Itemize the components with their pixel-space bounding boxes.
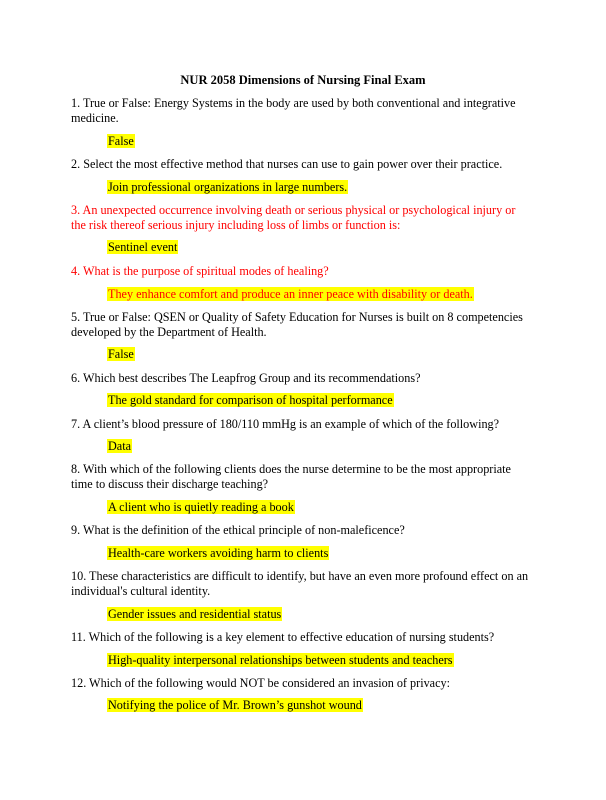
answer-4-highlight: They enhance comfort and produce an inner peace with disability or death. — [108, 287, 473, 301]
answer-12 — [107, 698, 363, 713]
question-10: 10. These characteristics are difficult to identify, but have an even more profound effect on an individual's cultural identity. — [71, 569, 529, 599]
answer-6-highlight: The gold standard for comparison of hospital performance — [108, 393, 393, 407]
answer-3-highlight: Sentinel event — [108, 240, 178, 254]
answer-9 — [107, 546, 329, 561]
question-3: 3. An unexpected occurrence involving death or serious physical or psychological injury or the risk thereof serious injury including loss of limbs or function is: — [71, 203, 516, 233]
question-9: 9. What is the definition of the ethical principle of non-maleficence? — [71, 523, 405, 537]
answer-2 — [107, 180, 348, 195]
question-4: 4. What is the purpose of spiritual modes of healing? — [71, 264, 329, 278]
document-title: NUR 2058 Dimensions of Nursing Final Exam — [180, 73, 426, 87]
question-5: 5. True or False: QSEN or Quality of Safety Education for Nurses is built on 8 competencies developed by the Department of Health. — [71, 310, 523, 340]
answer-9-highlight: Health-care workers avoiding harm to clients — [108, 546, 329, 560]
question-11: 11. Which of the following is a key element to effective education of nursing students? — [71, 630, 495, 644]
answer-7 — [107, 439, 132, 454]
answer-5 — [107, 347, 135, 362]
answer-4 — [107, 287, 474, 302]
answer-1-highlight: False — [108, 134, 134, 148]
question-8: 8. With which of the following clients does the nurse determine to be the most appropriate time to discuss their discharge teaching? — [71, 462, 511, 492]
answer-6 — [107, 393, 394, 408]
answer-11 — [107, 653, 454, 668]
answer-3 — [107, 240, 178, 255]
question-12: 12. Which of the following would NOT be considered an invasion of privacy: — [71, 676, 450, 690]
answer-1 — [107, 134, 135, 149]
answer-10 — [107, 607, 282, 622]
answer-8 — [107, 500, 295, 515]
question-1: 1. True or False: Energy Systems in the body are used by both conventional and integrative medicine. — [71, 96, 516, 126]
question-7: 7. A client’s blood pressure of 180/110 mmHg is an example of which of the following? — [71, 417, 500, 431]
answer-10-highlight: Gender issues and residential status — [108, 607, 282, 621]
answer-7-highlight: Data — [108, 439, 132, 453]
answer-5-highlight: False — [108, 347, 134, 361]
answer-2-highlight: Join professional organizations in large numbers. — [108, 180, 348, 194]
answer-8-highlight: A client who is quietly reading a book — [108, 500, 294, 514]
question-6: 6. Which best describes The Leapfrog Group and its recommendations? — [71, 371, 421, 385]
question-2: 2. Select the most effective method that nurses can use to gain power over their practice. — [71, 157, 503, 171]
answer-12-highlight: Notifying the police of Mr. Brown’s gunshot wound — [108, 698, 362, 712]
answer-11-highlight: High-quality interpersonal relationships between students and teachers — [108, 653, 453, 667]
